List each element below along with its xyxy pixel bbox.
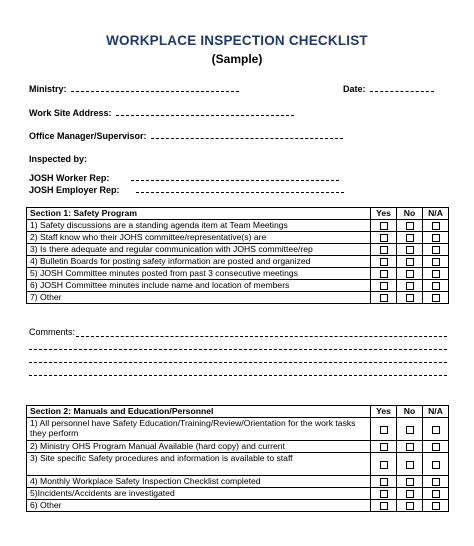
checkbox-no[interactable] xyxy=(406,294,414,302)
office-manager-label: Office Manager/Supervisor: xyxy=(29,131,147,141)
checkbox-cell-na xyxy=(423,453,449,476)
date-label: Date: xyxy=(343,84,366,94)
section-2-header-row xyxy=(27,406,449,418)
checkbox-cell-no xyxy=(397,268,423,280)
inspected-by-label: Inspected by: xyxy=(29,154,88,164)
checklist-row xyxy=(27,220,449,232)
checklist-row xyxy=(27,500,449,512)
checklist-item-label: 3) Is there adequate and regular communication with JOHS committee/rep xyxy=(27,244,371,256)
checklist-item-label: 5) JOSH Committee minutes posted from past 3 consecutive meetings xyxy=(27,268,371,280)
checklist-item-label: 6) JOSH Committee minutes include name and location of members xyxy=(27,280,371,292)
checkbox-cell-no xyxy=(397,476,423,488)
checklist-row xyxy=(27,280,449,292)
checkbox-no[interactable] xyxy=(406,443,414,451)
checkbox-cell-no xyxy=(397,256,423,268)
work-site-field[interactable] xyxy=(29,108,294,118)
checkbox-cell-yes xyxy=(371,441,397,453)
checkbox-na[interactable] xyxy=(432,282,440,290)
checkbox-cell-na xyxy=(423,220,449,232)
checkbox-yes[interactable] xyxy=(380,490,388,498)
work-site-line xyxy=(116,114,294,116)
checkbox-cell-na xyxy=(423,244,449,256)
comments-label xyxy=(29,327,75,337)
document-title: WORKPLACE INSPECTION CHECKLIST xyxy=(106,33,368,48)
worker-rep-field[interactable] xyxy=(29,173,339,183)
checkbox-na[interactable] xyxy=(432,443,440,451)
checkbox-no[interactable] xyxy=(406,426,414,434)
checkbox-yes[interactable] xyxy=(380,478,388,486)
checkbox-cell-yes xyxy=(371,292,397,304)
comments-line[interactable] xyxy=(29,349,447,350)
checkbox-na[interactable] xyxy=(432,490,440,498)
checkbox-cell-no xyxy=(397,418,423,441)
checklist-row xyxy=(27,292,449,304)
checklist-item-label: 5)Incidents/Accidents are investigated xyxy=(27,488,371,500)
checkbox-cell-yes xyxy=(371,418,397,441)
checkbox-cell-no xyxy=(397,441,423,453)
checkbox-yes[interactable] xyxy=(380,246,388,254)
checkbox-cell-yes xyxy=(371,280,397,292)
checklist-item-label: 4) Monthly Workplace Safety Inspection Checklist completed xyxy=(27,476,371,488)
checkbox-yes[interactable] xyxy=(380,270,388,278)
checkbox-cell-no xyxy=(397,500,423,512)
section-1-table xyxy=(26,207,449,304)
checkbox-cell-yes xyxy=(371,244,397,256)
checkbox-yes[interactable] xyxy=(380,502,388,510)
section-1-title: Section 1: Safety Program xyxy=(27,208,371,220)
checkbox-na[interactable] xyxy=(432,258,440,266)
checklist-item-label: 7) Other xyxy=(27,292,371,304)
comments-label-text: Comments: xyxy=(29,327,76,337)
checkbox-cell-na xyxy=(423,500,449,512)
checkbox-na[interactable] xyxy=(432,426,440,434)
comments-line[interactable] xyxy=(29,375,447,376)
checklist-item-label: 6) Other xyxy=(27,500,371,512)
checkbox-cell-na xyxy=(423,476,449,488)
section-2-table xyxy=(26,405,449,512)
checkbox-cell-yes xyxy=(371,220,397,232)
checklist-row xyxy=(27,268,449,280)
checkbox-cell-yes xyxy=(371,268,397,280)
checklist-item-label: 2) Ministry OHS Program Manual Available (hard copy) and current xyxy=(27,441,371,453)
ministry-label: Ministry: xyxy=(29,84,67,94)
checklist-row xyxy=(27,232,449,244)
checkbox-cell-yes xyxy=(371,453,397,476)
checkbox-no[interactable] xyxy=(406,461,414,469)
checkbox-no[interactable] xyxy=(406,282,414,290)
checkbox-cell-na xyxy=(423,488,449,500)
checkbox-yes[interactable] xyxy=(380,426,388,434)
section-1-header-row xyxy=(27,208,449,220)
checklist-item-label: 2) Staff know who their JOHS committee/representative(s) are xyxy=(27,232,371,244)
checkbox-na[interactable] xyxy=(432,478,440,486)
checkbox-no[interactable] xyxy=(406,478,414,486)
checkbox-cell-no xyxy=(397,453,423,476)
checkbox-no[interactable] xyxy=(406,258,414,266)
checkbox-no[interactable] xyxy=(406,270,414,278)
checkbox-cell-yes xyxy=(371,476,397,488)
checklist-row xyxy=(27,418,449,441)
checkbox-no[interactable] xyxy=(406,234,414,242)
date-line xyxy=(370,90,434,92)
checkbox-cell-yes xyxy=(371,256,397,268)
checkbox-yes[interactable] xyxy=(380,222,388,230)
checkbox-yes[interactable] xyxy=(380,258,388,266)
checkbox-na[interactable] xyxy=(432,461,440,469)
checkbox-no[interactable] xyxy=(406,222,414,230)
section-2-title: Section 2: Manuals and Education/Personnel xyxy=(27,406,371,418)
col-na-header: N/A xyxy=(423,208,449,220)
ministry-line xyxy=(71,90,239,92)
comments-line[interactable] xyxy=(76,336,447,337)
checkbox-cell-yes xyxy=(371,488,397,500)
checklist-row xyxy=(27,256,449,268)
checkbox-cell-na xyxy=(423,418,449,441)
checklist-row xyxy=(27,441,449,453)
col-no-header: No xyxy=(397,406,423,418)
checkbox-cell-no xyxy=(397,220,423,232)
checklist-item-label: 4) Bulletin Boards for posting safety information are posted and organized xyxy=(27,256,371,268)
checkbox-cell-no xyxy=(397,292,423,304)
document-subtitle: (Sample) xyxy=(211,52,263,66)
employer-rep-field[interactable] xyxy=(29,185,344,195)
checkbox-na[interactable] xyxy=(432,502,440,510)
checkbox-cell-yes xyxy=(371,500,397,512)
checkbox-na[interactable] xyxy=(432,222,440,230)
employer-rep-line xyxy=(136,191,344,193)
checkbox-na[interactable] xyxy=(432,234,440,242)
checkbox-yes[interactable] xyxy=(380,443,388,451)
checklist-row xyxy=(27,476,449,488)
checkbox-cell-na xyxy=(423,280,449,292)
checkbox-cell-na xyxy=(423,232,449,244)
checklist-item-label: 1) All personnel have Safety Education/Training/Review/Orientation for the work tasks they perform xyxy=(27,418,371,441)
checkbox-cell-na xyxy=(423,256,449,268)
checkbox-cell-na xyxy=(423,441,449,453)
comments-line[interactable] xyxy=(29,362,447,363)
office-manager-line xyxy=(151,137,343,139)
checkbox-na[interactable] xyxy=(432,270,440,278)
checkbox-na[interactable] xyxy=(432,246,440,254)
col-yes-header: Yes xyxy=(371,208,397,220)
work-site-label: Work Site Address: xyxy=(29,108,112,118)
employer-rep-label: JOSH Employer Rep: xyxy=(29,185,120,195)
checkbox-cell-yes xyxy=(371,232,397,244)
checkbox-yes[interactable] xyxy=(380,282,388,290)
checkbox-yes[interactable] xyxy=(380,461,388,469)
checklist-row xyxy=(27,453,449,476)
checkbox-no[interactable] xyxy=(406,502,414,510)
col-na-header: N/A xyxy=(423,406,449,418)
date-field[interactable] xyxy=(343,84,434,94)
ministry-field[interactable] xyxy=(29,84,239,94)
checkbox-yes[interactable] xyxy=(380,294,388,302)
checkbox-cell-no xyxy=(397,280,423,292)
checklist-item-label: 1) Safety discussions are a standing agenda item at Team Meetings xyxy=(27,220,371,232)
worker-rep-line xyxy=(131,179,339,181)
checkbox-cell-no xyxy=(397,488,423,500)
checkbox-cell-no xyxy=(397,232,423,244)
checkbox-cell-na xyxy=(423,268,449,280)
checklist-item-label: 3) Site specific Safety procedures and information is available to staff xyxy=(27,453,371,476)
checklist-row xyxy=(27,488,449,500)
col-no-header: No xyxy=(397,208,423,220)
worker-rep-label: JOSH Worker Rep: xyxy=(29,173,110,183)
col-yes-header: Yes xyxy=(371,406,397,418)
checkbox-cell-na xyxy=(423,292,449,304)
checkbox-na[interactable] xyxy=(432,294,440,302)
checkbox-yes[interactable] xyxy=(380,234,388,242)
checkbox-no[interactable] xyxy=(406,246,414,254)
office-manager-field[interactable] xyxy=(29,131,343,141)
checklist-row xyxy=(27,244,449,256)
checkbox-no[interactable] xyxy=(406,490,414,498)
checkbox-cell-no xyxy=(397,244,423,256)
